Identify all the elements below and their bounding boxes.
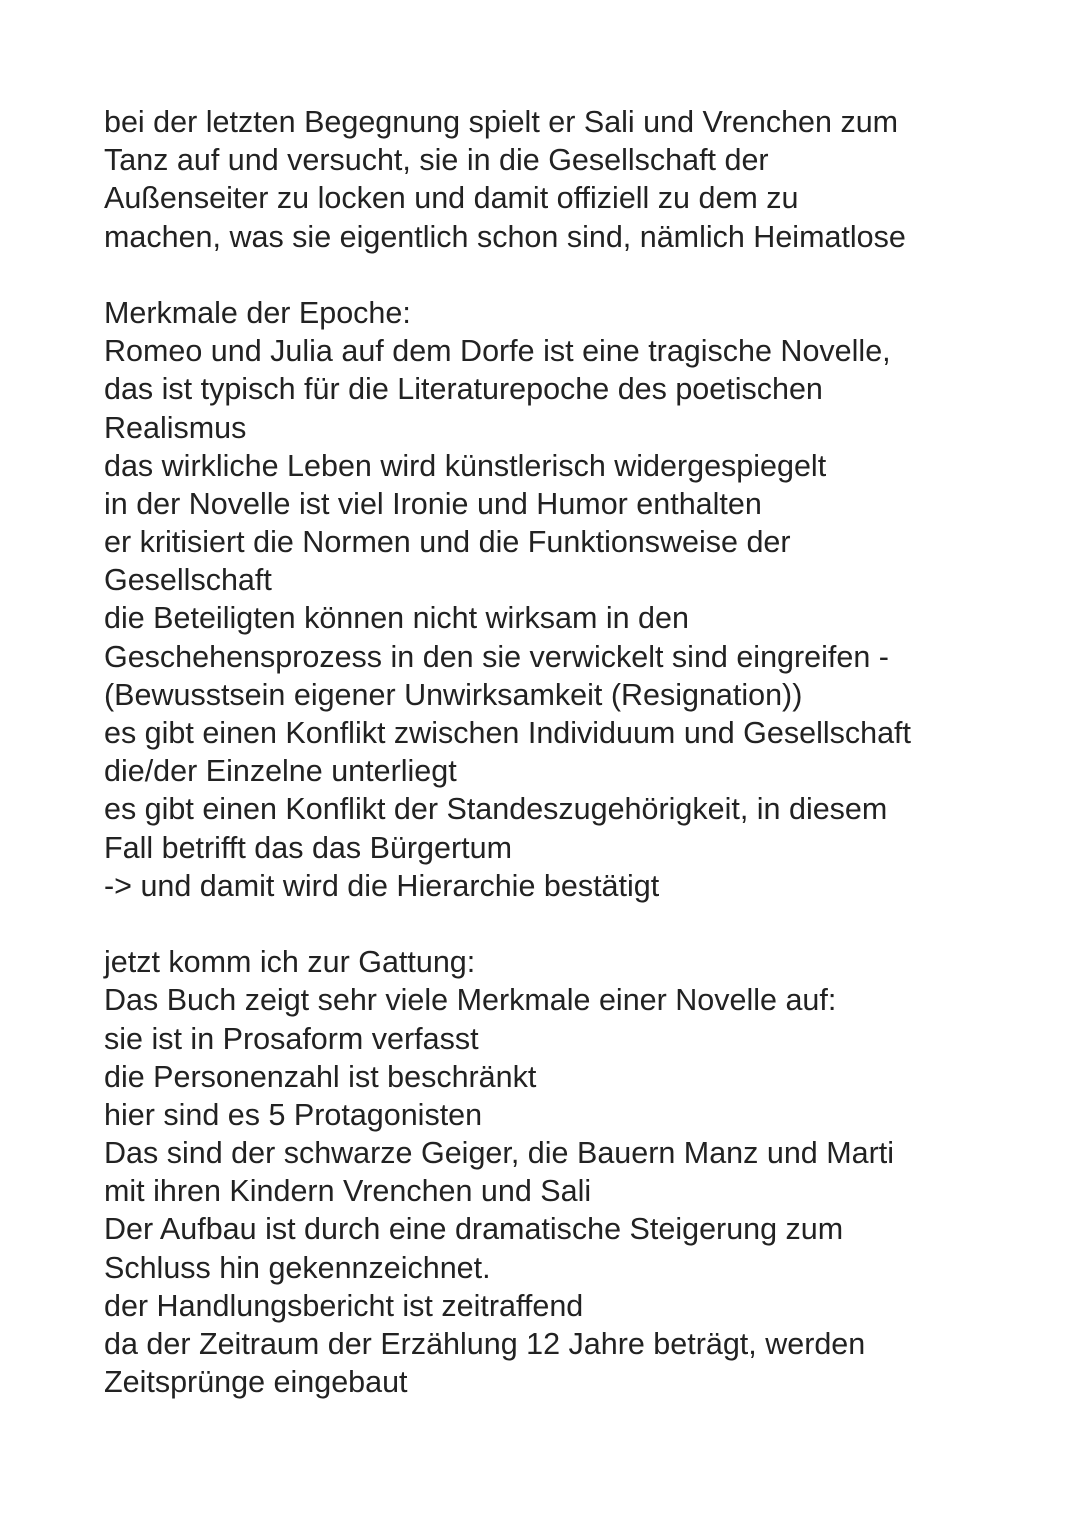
text-line: die/der Einzelne unterliegt [104,754,457,789]
section-heading: jetzt komm ich zur Gattung: [104,945,476,980]
text-line: Realismus [104,410,247,445]
text-line: Schluss hin gekennzeichnet. [104,1250,491,1285]
text-line: Fall betrifft das das Bürgertum [104,830,512,865]
paragraph-gap [104,905,1044,943]
paragraph-intro [104,103,1044,256]
text-line: es gibt einen Konflikt der Standeszugehörigkeit, in diesem [104,792,888,827]
paragraph-epoche [104,294,1044,905]
paragraph-gattung [104,943,1044,1401]
paragraph-gap [104,256,1044,294]
text-line: bei der letzten Begegnung spielt er Sali und Vrenchen zum [104,105,899,139]
text-line: Geschehensprozess in den sie verwickelt sind eingreifen - [104,639,889,674]
text-line: Zeitsprünge eingebaut [104,1365,408,1400]
text-line: (Bewusstsein eigener Unwirksamkeit (Resignation)) [104,677,803,712]
text-line: mit ihren Kindern Vrenchen und Sali [104,1174,592,1209]
text-line: Gesellschaft [104,563,272,598]
text-line: das ist typisch für die Literaturepoche des poetischen [104,372,823,407]
text-line: in der Novelle ist viel Ironie und Humor enthalten [104,486,762,521]
text-line: das wirkliche Leben wird künstlerisch widergespiegelt [104,448,827,483]
text-line: es gibt einen Konflikt zwischen Individuum und Gesellschaft [104,716,911,750]
text-line: Das sind der schwarze Geiger, die Bauern Manz und Marti [104,1136,894,1171]
text-line: Der Aufbau ist durch eine dramatische Steigerung zum [104,1212,844,1247]
text-line: da der Zeitraum der Erzählung 12 Jahre beträgt, werden [104,1327,866,1361]
text-line: -> und damit wird die Hierarchie bestätigt [104,868,660,903]
text-line: die Personenzahl ist beschränkt [104,1059,537,1094]
text-line: sie ist in Prosaform verfasst [104,1021,479,1056]
text-line: hier sind es 5 Protagonisten [104,1097,483,1132]
text-line: Romeo und Julia auf dem Dorfe ist eine tragische Novelle, [104,334,891,369]
text-line: Das Buch zeigt sehr viele Merkmale einer Novelle auf: [104,983,837,1018]
text-line: er kritisiert die Normen und die Funktionsweise der [104,525,791,560]
text-line: Tanz auf und versucht, sie in die Gesellschaft der [104,143,769,178]
text-line: Außenseiter zu locken und damit offiziell zu dem zu [104,181,799,216]
section-heading: Merkmale der Epoche: [104,295,411,330]
text-line: machen, was sie eigentlich schon sind, nämlich Heimatlose [104,219,906,254]
document-text [104,103,1044,1401]
text-line: der Handlungsbericht ist zeitraffend [104,1288,584,1323]
text-line: die Beteiligten können nicht wirksam in den [104,601,689,636]
